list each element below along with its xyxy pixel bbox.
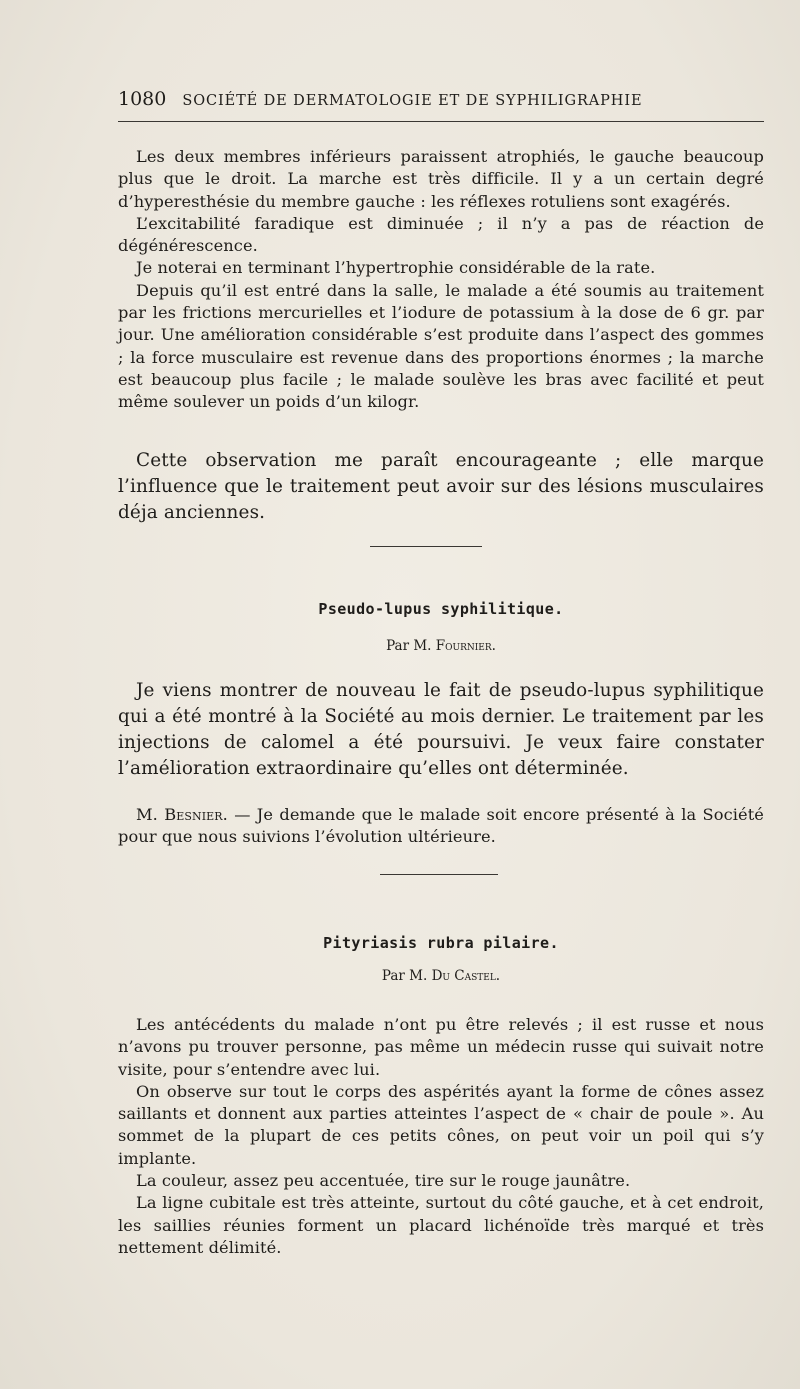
paragraph: Les antécédents du malade n’ont pu être relevés ; il est russe et nous n’avons pu trouver personne, pas même un médecin russe qui suivait notre visite, pour s’entendre avec lui. [118,1015,764,1079]
author-prefix: Par M. [386,638,432,654]
section-divider [380,874,498,875]
paragraph: La couleur, assez peu accentuée, tire sur le rouge jaunâtre. [136,1171,631,1191]
remark-paragraph [118,804,764,849]
header-rule [118,121,764,122]
page-number: 1080 [118,88,167,110]
author-name: Fournier. [435,638,496,654]
paragraph: Je viens montrer de nouveau le fait de pseudo-lupus syphilitique qui a été montré à la Société au mois dernier. Le traitement par les injections de calomel a été poursuivi. Je veux faire constater l’amélioration extraordinaire qu’elles ont déterminée. [118,680,764,779]
author-prefix: Par M. [381,968,428,984]
section-title: Pseudo-lupus syphilitique. [318,600,564,618]
paragraph: Cette observation me paraît encourageante ; elle marque l’influence que le traitement peut avoir sur des lésions musculaires déja anciennes. [118,450,764,523]
case-paragraphs [118,146,764,414]
paragraph: Je noterai en terminant l’hypertrophie considérable de la rate. [136,258,656,278]
paragraph [118,804,764,849]
conclusion-paragraph [118,448,764,526]
section-divider [370,546,482,547]
paragraph: Les deux membres inférieurs paraissent atrophiés, le gauche beaucoup plus que le droit. La marche est très difficile. Il y a un certain degré d’hyperesthésie du membre gauche : les réflexes rotuliens sont exagérés. [118,147,764,211]
paragraph: L’excitabilité faradique est diminuée ; il n’y a pas de réaction de dégénérescence. [118,213,764,256]
section-author [118,638,764,654]
section-title: Pityriasis rubra pilaire. [323,934,559,952]
running-title: SOCIÉTÉ DE DERMATOLOGIE ET DE SYPHILIGRAPHIE [182,93,643,109]
paragraph: La ligne cubitale est très atteinte, surtout du côté gauche, et à cet endroit, les saillies réunies forment un placard lichénoïde très marqué et très nettement délimité. [118,1193,764,1257]
paragraph: On observe sur tout le corps des aspérités ayant la forme de cônes assez saillants et donnent aux parties atteintes l’aspect de « chair de poule ». Au sommet de la plupart de ces petits cônes, on peut voir un poil qui s’y implante. [118,1081,764,1168]
remark-speaker: M. Besnier. [136,805,228,824]
pseudo-lupus-text [118,678,764,782]
author-name: Du Castel. [431,968,501,984]
remark-text: — Je demande que le malade soit encore présenté à la Société pour que nous suivions l’évolution ultérieure. [118,805,764,847]
section-author [118,968,764,984]
paragraph: Depuis qu’il est entré dans la salle, le malade a été soumis au traitement par les frictions mercurielles et l’iodure de potassium à la dose de 6 gr. par jour. Une amélioration considérable s’est produite dans l’aspect des gommes ; la force musculaire est revenue dans des proportions énormes ; la marche est beaucoup plus facile ; le malade soulève les bras avec facilité et peut même soulever un poids d’un kilogr. [118,280,764,412]
running-header [118,88,764,110]
pityriasis-paragraphs [118,1014,764,1259]
